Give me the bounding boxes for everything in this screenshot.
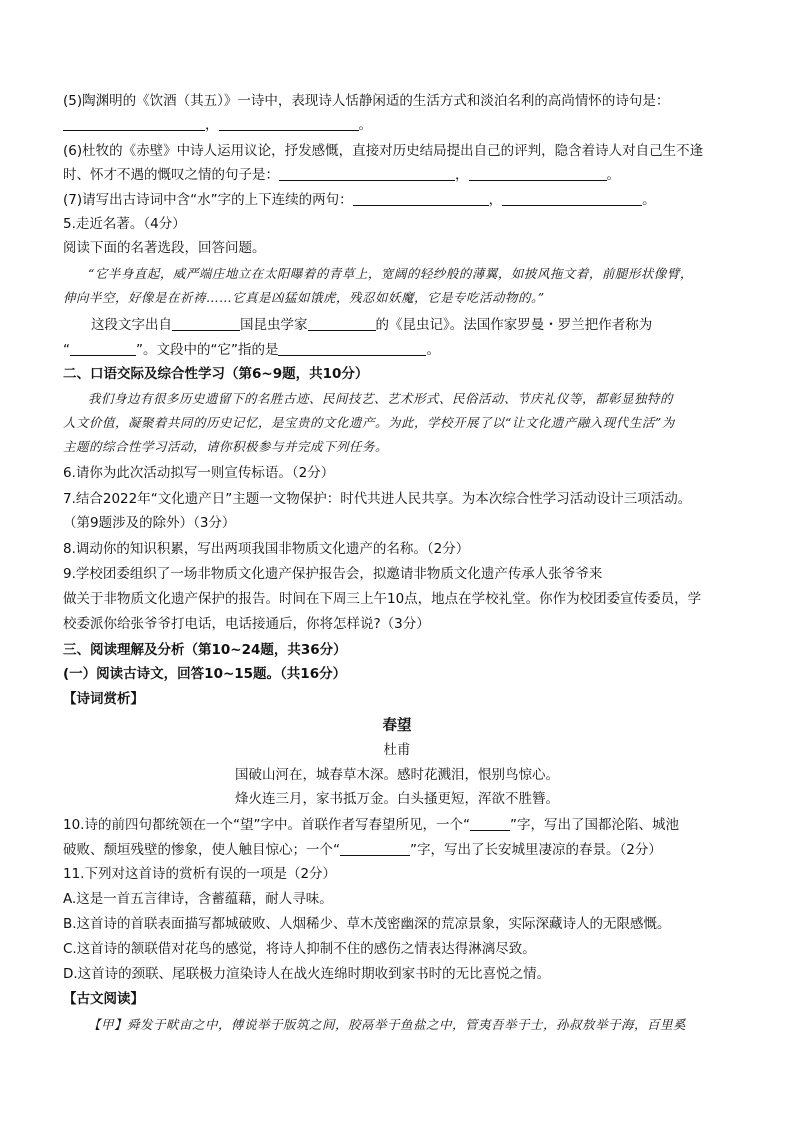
section2-intro-line2: 人文价值，凝聚着共同的历史记忆，是宝贵的文化遗产。为此，学校开展了以“让文化遗产融入现代生活”为 [63, 415, 675, 430]
section2-intro-line1: 我们身边有很多历史遗留下的名胜古迹、民间技艺、艺术形式、民俗活动、节庆礼仪等，都彰显独特的 [88, 391, 674, 406]
q5-6-prompt-line1: (6)杜牧的《赤壁》中诗人运用议论，抒发感慨，直接对历史结局提出自己的评判，隐含着诗人对自己生不逢 [63, 143, 704, 159]
section3-heading: 三、阅读理解及分析（第10~24题，共36分） [63, 642, 347, 658]
classical-label: 【古文阅读】 [63, 991, 144, 1007]
classical-text-line1: 【甲】舜发于畎亩之中，傅说举于版筑之间，胶鬲举于鱼盐之中，管夷吾举于士，孙叔敖举于海，百里奚 [88, 1017, 687, 1032]
answer-blank[interactable] [278, 341, 426, 356]
section2-intro-line3: 主题的综合性学习活动，请你积极参与并完成下列任务。 [63, 439, 389, 454]
answer-blank[interactable] [502, 191, 642, 206]
q5-quote-line2: 伸向半空，好像是在祈祷……它真是凶猛如饿虎，残忍如妖魔，它是专吃活动物的。” [63, 290, 545, 305]
q11-option-b[interactable]: B.这首诗的首联表面描写都城破败、人烟稀少、草木茂密幽深的荒凉景象，实际深藏诗人的无限感慨。 [63, 916, 671, 932]
q5-7-prompt: (7)请写出古诗词中含“水”字的上下连续的两句： ， 。 [63, 192, 656, 208]
q11-option-c[interactable]: C.这首诗的颔联借对花鸟的感觉，将诗人抑制不住的感伤之情表达得淋漓尽致。 [63, 941, 536, 957]
q5-fill-line1: 这段文字出自 国昆虫学家 的《昆虫记》。法国作家罗曼・罗兰把作者称为 [91, 317, 653, 333]
q7-prompt-line1: 7.结合2022年“文化遗产日”主题一文物保护：时代共进人民共享。为本次综合性学习活动设计三项活动。 [63, 491, 692, 507]
answer-blank[interactable] [340, 841, 410, 856]
q10-prompt-line1: 10.诗的前四句都统领在一个“望”字中。首联作者写春望所见，一个“ ”字，写出了国都沦陷、城池 [63, 817, 679, 833]
q9-prompt-line1: 9.学校团委组织了一场非物质文化遗产保护报告会，拟邀请非物质文化遗产传承人张爷爷来 [63, 566, 603, 582]
section3-sub1: (一）阅读古诗文，回答10~15题。（共16分） [63, 666, 347, 682]
answer-blank[interactable] [279, 166, 455, 181]
q5-6-prompt-line2: 时、怀才不遇的慨叹之情的句子是： ， 。 [63, 167, 620, 183]
poem-line1: 国破山河在，城春草木深。感时花溅泪，恨别鸟惊心。 [235, 767, 559, 783]
answer-blank[interactable] [470, 816, 510, 831]
q9-prompt-line2: 做关于非物质文化遗产保护的报告。时间在下周三上午10点，地点在学校礼堂。你作为校团委宣传委员，学 [63, 591, 702, 607]
q9-prompt-line3: 校委派你给张爷爷打电话，电话接通后，你将怎样说?（3分） [63, 616, 430, 632]
q5-5-answer-line: ， 。 [63, 115, 735, 135]
answer-blank[interactable] [469, 166, 607, 181]
poem-title: 春望 [382, 718, 412, 734]
answer-blank[interactable] [219, 116, 359, 131]
poem-label: 【诗词赏析】 [63, 691, 144, 707]
q5-intro: 阅读下面的名著选段，回答问题。 [63, 240, 266, 256]
poem-author: 杜甫 [383, 742, 411, 758]
q8-prompt: 8.调动你的知识积累，写出两项我国非物质文化遗产的名称。（2分） [63, 541, 470, 557]
q11-prompt: 11.下列对这首诗的赏析有误的一项是（2分） [63, 866, 337, 882]
q7-prompt-line2: （第9题涉及的除外）（3分） [63, 515, 236, 531]
q5-title: 5.走近名著。（4分） [63, 216, 186, 232]
q5-5-prompt: (5)陶渊明的《饮酒（其五）》一诗中，表现诗人恬静闲适的生活方式和淡泊名利的高尚情怀的诗句是： [63, 93, 670, 109]
q5-fill-line2: “ ”。文段中的“它”指的是 。 [63, 342, 440, 358]
q11-option-d[interactable]: D.这首诗的颈联、尾联极力渲染诗人在战火连绵时期收到家书时的无比喜悦之情。 [63, 966, 551, 982]
q5-quote-line1: “它半身直起，威严端庄地立在太阳曝着的青草上，宽阔的轻纱般的薄翼，如披风拖文着，前腿形状像臂， [88, 266, 693, 281]
q10-prompt-line2: 破败、颓垣残壁的惨象，使人触目惊心；一个“ ”字，写出了长安城里凄凉的春景。（2分） [63, 842, 662, 858]
answer-blank[interactable] [353, 191, 489, 206]
poem-line2: 烽火连三月，家书抵万金。白头搔更短，浑欲不胜簪。 [235, 791, 559, 807]
q11-option-a[interactable]: A.这是一首五言律诗，含蓄蕴藉，耐人寻味。 [63, 891, 333, 907]
answer-blank[interactable] [172, 316, 240, 331]
q6-prompt: 6.请你为此次活动拟写一则宣传标语。（2分） [63, 465, 335, 481]
answer-blank[interactable] [70, 341, 136, 356]
answer-blank[interactable] [308, 316, 376, 331]
section2-heading: 二、口语交际及综合性学习（第6~9题，共10分） [63, 366, 369, 382]
answer-blank[interactable] [63, 116, 205, 131]
